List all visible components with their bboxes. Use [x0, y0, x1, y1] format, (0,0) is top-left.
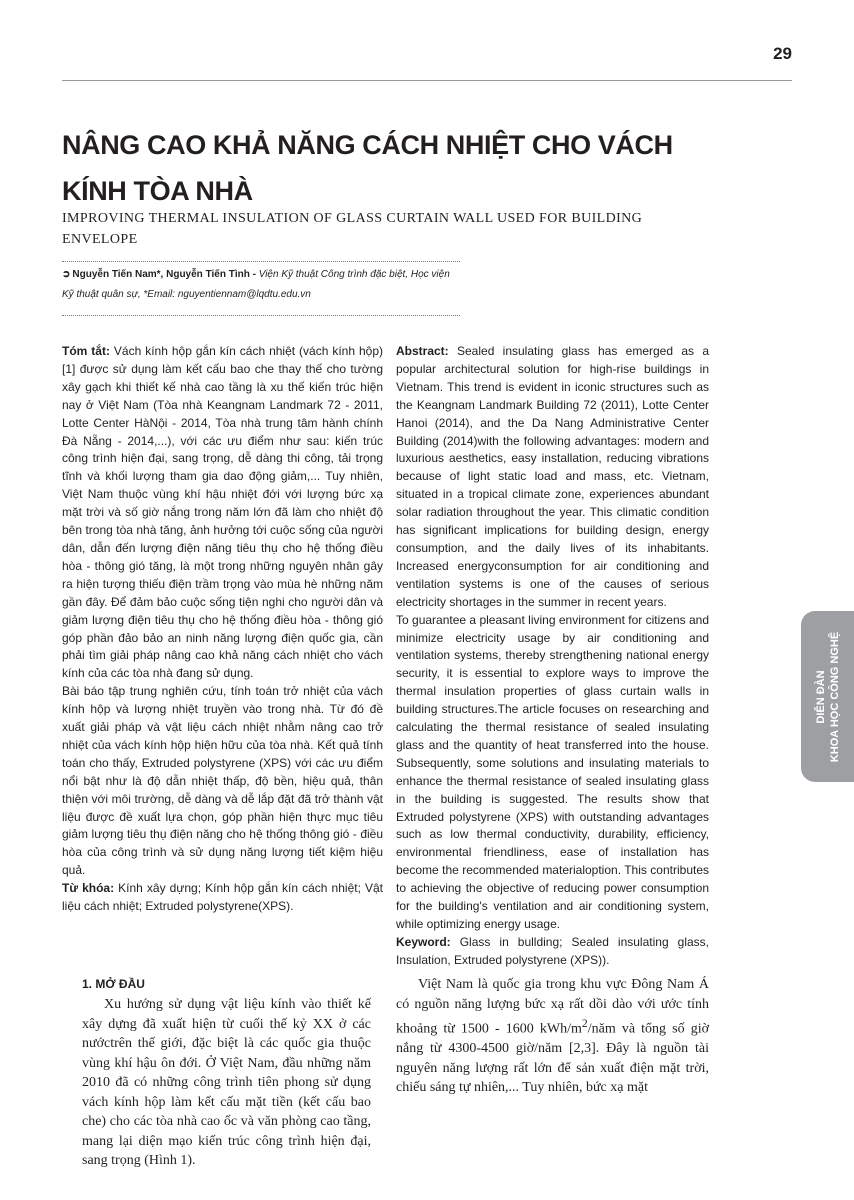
- abstract-vi-para2: Bài báo tập trung nghiên cứu, tính toán trở nhiệt của vách kính hộp và lượng nhiệt truyền vào trong nhà. Từ đó đề xuất giải pháp và vật liệu cách nhiệt nhằm nâng cao trở nhiệt của vách kính hộp hiện hữu của tòa nhà. Kết quả tính toán cho thấy, Extruded polystyrene (XPS) với các ưu điểm nổi bật như là độ dẫn nhiệt thấp, độ bền, hiệu quả, thân thiện với môi trường, dễ dàng và dễ lắp đặt đã trở thành vật liệu được đề xuất lựa chọn, góp phần hiện thực mục tiêu giảm lượng tiêu thụ điện năng cho hệ thống thông gió - điều hòa của công trình và sử dụng năng lượng tiết kiệm hiệu quả.: [62, 684, 383, 878]
- intro-para2-before: Việt Nam là quốc gia trong khu vực Đông Nam Á có nguồn năng lượng bức xạ rất dồi dào với ước tính khoảng từ 1500 - 1600 kWh/m: [396, 977, 709, 1037]
- intro-para1: Xu hướng sử dụng vật liệu kính vào thiết kế xây dựng đã xuất hiện từ cuối thế kỷ XX ở các nướctrên thế giới, đặc biệt là các quốc gia thuộc vùng khí hậu ôn đới. Ở Việt Nam, đầu những năm 2010 đã có những công trình tiên phong sử dụng vách kính hộp làm kết cấu mặt tiền (kết cấu bao che) cho các tòa nhà cao ốc và văn phòng cao tầng, mang lại diện mạo kiến trúc công trình hiện đại, sang trọng (Hình 1).: [82, 997, 371, 1168]
- abstract-en-para2: To guarantee a pleasant living environment for citizens and minimize electricity usage by air conditioning and ventilation systems, thereby strengthening national energy security, it is essential to explore ways to improve the thermal insulation properties of glass curtain walls in building structures.The article focuses on researching and calculating the thermal resistance of sealed insulating glass and the quantity of heat transferred into the house. Subsequently, some solutions and insulating materials to enhance the thermal resistance of sealed insulating glass in the building is suggested. The results show that Extruded polystyrene (XPS) with outstanding advantages such as low thermal conductivity, durability, efficiency, environmental friendliness, ease of installation has become the recommended materialoption. This contributes to achieving the objective of reducing power consumption for the building's ventilation and air conditioning system, while optimizing energy usage.: [396, 612, 709, 931]
- top-rule: [62, 80, 792, 81]
- side-tab-label: [814, 631, 842, 761]
- abstract-vi-text1: Vách kính hộp gắn kín cách nhiệt (vách kính hộp) [1] được sử dụng làm kết cấu bao che thay thế cho tường xây gạch khi thiết kế nhà cao tầng là xu thế kiến trúc hiện nay ở Việt Nam (Tòa nhà Keangnam Landmark 72 - 2011, Lotte Center HàNội - 2014, Tòa nhà trung tâm hành chính Đà Nẵng - 2014,...), với các ưu điểm như sau: kiến trúc công trình hiện đại, sang trọng, dễ dàng thi công, tải trọng tĩnh và khối lượng tham gia dao động giảm,... Tuy nhiên, Việt Nam thuộc vùng khí hậu nhiệt đới với lượng bức xạ mặt trời và số giờ nắng trong năm lớn đã làm cho nhiệt độ bên trong tòa nhà tăng, ảnh hưởng tới cuộc sống của người dân, dẫn đến lượng điện năng tiêu thụ cho hệ thống điều hòa - thông gió tăng, là một trong những nguyên nhân gây ra hiện tượng thiếu điện trầm trọng vào mùa hè những năm gần đây. Để đảm bảo cuộc sống tiện nghi cho người dân và giảm lượng điện tiêu thụ cho hệ thống điều hòa - thông gió góp phần đảo bảo an ninh năng lượng điện quốc gia, cần phải tìm giải pháp nâng cao khả năng cách nhiệt cho vách kính của các tòa nhà đang sử dụng.: [62, 344, 383, 681]
- keywords-vi: [62, 880, 383, 916]
- intro-left-column: [82, 975, 371, 1171]
- author-block: [62, 265, 462, 305]
- side-section-tab: [801, 611, 854, 782]
- article-title: NÂNG CAO KHẢ NĂNG CÁCH NHIỆT CHO VÁCH KÍNH TÒA NHÀ: [62, 130, 673, 206]
- abstract-vi-label: Tóm tắt:: [62, 344, 110, 358]
- keywords-en-label: Keyword:: [396, 934, 451, 949]
- abstract-en-para1: [396, 343, 709, 612]
- author-affiliation: Viện Kỹ thuật Công trình đặc biệt, Học viện Kỹ thuật quân sự, *Email: nguyentiennam@lqdtu.edu.vn: [62, 269, 450, 300]
- keywords-en: [396, 934, 709, 970]
- article-subtitle: IMPROVING THERMAL INSULATION OF GLASS CURTAIN WALL USED FOR BUILDING ENVELOPE: [62, 211, 643, 247]
- keywords-en-text: Glass in bullding; Sealed insulating glass, Insulation, Extruded polystyrene (XPS)).: [396, 934, 709, 967]
- author-rule-top: [62, 261, 460, 262]
- intro-para2-after: /năm và tổng số giờ nắng từ 4300-4500 giờ/năm [2,3]. Đây là nguồn tài nguyên năng lượng rất lớn để sản xuất điện mặt trời, chiếu sáng tự nhiên,... Tuy nhiên, bức xạ mặt: [396, 1021, 709, 1096]
- abstract-en-label: Abstract:: [396, 344, 449, 358]
- page-number: 29: [773, 44, 792, 63]
- author-names: Nguyễn Tiến Nam*, Nguyễn Tiến Tình -: [72, 269, 256, 280]
- side-tab-line2: KHOA HỌC CÔNG NGHỆ: [828, 631, 841, 762]
- abstract-en-text1: Sealed insulating glass has emerged as a popular architectural solution for high-rise buildings in Vietnam. This trend is evident in iconic structures such as the Keangnam Landmark Building 72 (2011), Lotte Center Hanoi (2014), and the Da Nang Administrative Center Building (2014)with the following advantages: modern and luxurious aesthetics, easy installation, reducing vibrations because of light static load and mass, etc. Vietnam, situated in a tropical climate zone, experiences abundant solar radiation throughout the year. This climatic condition has significant implications for building design, energy consumption, and the daily lives of its inhabitants. Increased energyconsumption for air conditioning and ventilation systems is one of the causes of serious electricity shortages in the summer in recent years.: [396, 344, 709, 609]
- intro-right-column: [396, 975, 709, 1098]
- author-rule-bottom: [62, 315, 460, 316]
- intro-para2: [396, 975, 709, 1098]
- abstract-vietnamese: [62, 343, 383, 916]
- intro-para2-sup: 2: [581, 1017, 588, 1030]
- side-tab-line1: DIỄN ĐÀN: [814, 669, 827, 724]
- keywords-vi-text: Kính xây dựng; Kính hộp gắn kín cách nhiệt; Vật liệu cách nhiệt; Extruded polystyrene(XPS).: [62, 881, 383, 914]
- arrow-icon: ➲: [62, 269, 71, 280]
- abstract-english: [396, 343, 709, 970]
- section-heading-intro: 1. MỞ ĐẦU: [82, 977, 145, 991]
- keywords-vi-label: Từ khóa:: [62, 881, 115, 896]
- abstract-vi-para1: [62, 343, 383, 683]
